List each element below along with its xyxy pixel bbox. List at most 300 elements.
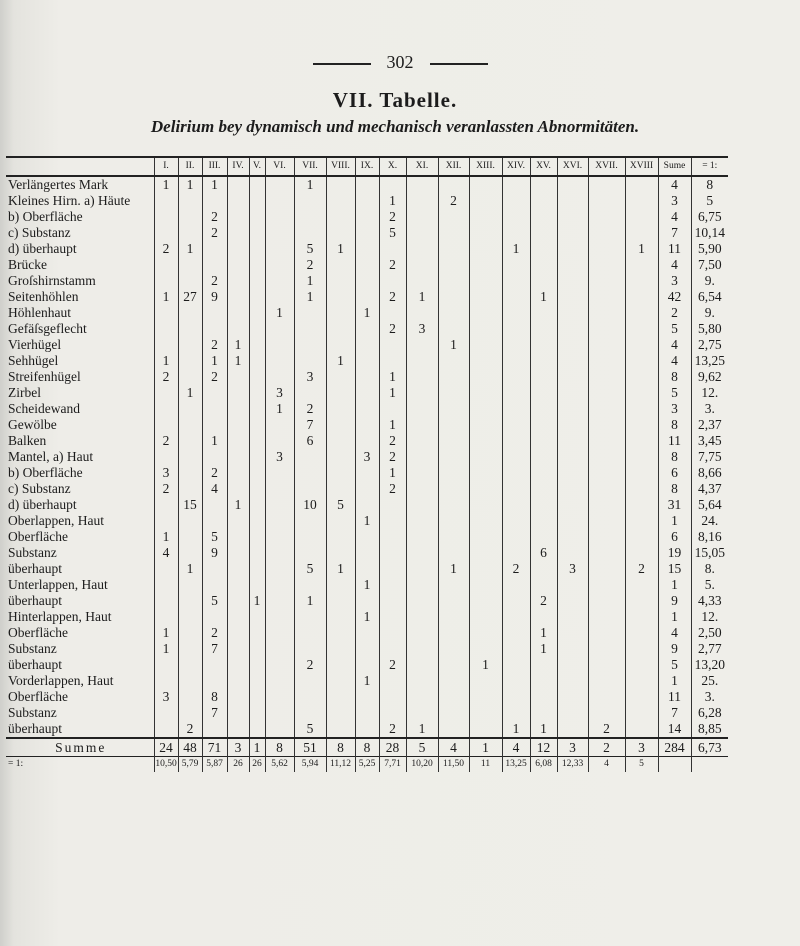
table-cell bbox=[355, 241, 379, 257]
table-cell bbox=[557, 465, 588, 481]
table-cell bbox=[178, 609, 202, 625]
table-cell bbox=[588, 609, 625, 625]
summe-cell: 48 bbox=[178, 738, 202, 757]
table-cell bbox=[438, 209, 469, 225]
table-cell bbox=[249, 689, 265, 705]
table-cell bbox=[530, 433, 557, 449]
table-cell bbox=[625, 721, 658, 738]
ratio-cell: 26 bbox=[227, 757, 249, 773]
table-cell: 2 bbox=[502, 561, 530, 577]
table-cell bbox=[249, 209, 265, 225]
column-header: Sume bbox=[658, 157, 691, 176]
table-cell: 7,75 bbox=[691, 449, 728, 465]
column-header: V. bbox=[249, 157, 265, 176]
table-cell bbox=[557, 401, 588, 417]
table-cell bbox=[588, 289, 625, 305]
row-label: Unterlappen, Haut bbox=[8, 577, 108, 592]
table-cell: 1 bbox=[154, 641, 178, 657]
table-cell bbox=[249, 673, 265, 689]
table-cell bbox=[265, 321, 294, 337]
table-cell bbox=[588, 433, 625, 449]
table-cell bbox=[530, 417, 557, 433]
table-cell bbox=[588, 449, 625, 465]
table-cell bbox=[265, 513, 294, 529]
table-cell: 1 bbox=[502, 241, 530, 257]
table-cell bbox=[625, 289, 658, 305]
table-cell bbox=[154, 385, 178, 401]
table-cell bbox=[154, 673, 178, 689]
table-cell bbox=[438, 673, 469, 689]
table-cell bbox=[557, 321, 588, 337]
table-cell bbox=[530, 513, 557, 529]
table-cell bbox=[326, 513, 355, 529]
table-cell: 1 bbox=[202, 176, 227, 193]
table-cell: 1 bbox=[178, 385, 202, 401]
row-label: c) Substanz bbox=[8, 481, 71, 496]
table-cell bbox=[249, 401, 265, 417]
table-cell bbox=[178, 577, 202, 593]
table-row bbox=[6, 401, 728, 417]
table-cell: 2 bbox=[379, 257, 406, 273]
table-cell bbox=[469, 401, 502, 417]
table-cell: 14 bbox=[658, 721, 691, 738]
table-cell: 2,37 bbox=[691, 417, 728, 433]
table-cell bbox=[227, 641, 249, 657]
table-cell bbox=[588, 641, 625, 657]
table-cell bbox=[530, 225, 557, 241]
table-cell: 1 bbox=[355, 513, 379, 529]
table-cell bbox=[625, 673, 658, 689]
table-cell bbox=[588, 593, 625, 609]
summe-row bbox=[6, 738, 728, 757]
table-cell bbox=[294, 193, 326, 209]
row-label: Oberlappen, Haut bbox=[8, 513, 104, 528]
table-cell: 4 bbox=[658, 257, 691, 273]
table-cell bbox=[294, 305, 326, 321]
table-cell bbox=[294, 625, 326, 641]
table-cell: 2 bbox=[658, 305, 691, 321]
table-cell bbox=[406, 449, 438, 465]
table-cell bbox=[249, 193, 265, 209]
table-cell bbox=[227, 176, 249, 193]
table-cell bbox=[502, 176, 530, 193]
table-cell bbox=[379, 353, 406, 369]
table-cell: 2 bbox=[379, 289, 406, 305]
ratio-cell: 10,50 bbox=[154, 757, 178, 773]
table-cell bbox=[625, 209, 658, 225]
table-cell bbox=[625, 433, 658, 449]
table-cell bbox=[294, 529, 326, 545]
table-cell bbox=[294, 705, 326, 721]
table-cell: 6 bbox=[658, 529, 691, 545]
row-label: Substanz bbox=[8, 641, 57, 656]
table-cell bbox=[326, 305, 355, 321]
table-cell bbox=[154, 449, 178, 465]
table-row bbox=[6, 529, 728, 545]
table-cell bbox=[438, 497, 469, 513]
table-cell bbox=[406, 561, 438, 577]
table-cell bbox=[438, 433, 469, 449]
row-label: Seitenhöhlen bbox=[8, 289, 79, 304]
table-cell: 1 bbox=[355, 609, 379, 625]
table-cell: 4 bbox=[202, 481, 227, 497]
table-cell: 4 bbox=[658, 337, 691, 353]
table-cell bbox=[502, 401, 530, 417]
table-row bbox=[6, 225, 728, 241]
ratio-cell: 5,79 bbox=[178, 757, 202, 773]
page-number-text: 302 bbox=[386, 52, 414, 72]
table-cell bbox=[557, 385, 588, 401]
table-cell bbox=[355, 209, 379, 225]
table-cell bbox=[355, 625, 379, 641]
table-cell bbox=[379, 529, 406, 545]
table-cell bbox=[588, 305, 625, 321]
table-cell bbox=[355, 289, 379, 305]
table-cell: 3,45 bbox=[691, 433, 728, 449]
column-header: XVII. bbox=[588, 157, 625, 176]
table-cell: 1 bbox=[406, 721, 438, 738]
table-cell bbox=[530, 273, 557, 289]
table-row bbox=[6, 305, 728, 321]
table-row bbox=[6, 433, 728, 449]
row-label: überhaupt bbox=[8, 721, 62, 736]
table-cell bbox=[265, 593, 294, 609]
table-cell bbox=[625, 369, 658, 385]
table-cell bbox=[406, 193, 438, 209]
table-cell bbox=[588, 241, 625, 257]
table-cell bbox=[625, 176, 658, 193]
table-cell bbox=[294, 209, 326, 225]
table-cell bbox=[588, 353, 625, 369]
table-cell bbox=[326, 577, 355, 593]
table-cell bbox=[406, 385, 438, 401]
table-cell: 3 bbox=[154, 465, 178, 481]
table-cell: 7 bbox=[202, 705, 227, 721]
table-cell bbox=[379, 577, 406, 593]
table-cell bbox=[557, 497, 588, 513]
table-cell bbox=[202, 513, 227, 529]
table-cell bbox=[265, 641, 294, 657]
column-header: XIV. bbox=[502, 157, 530, 176]
table-cell: 9 bbox=[202, 289, 227, 305]
table-cell bbox=[530, 481, 557, 497]
table-cell bbox=[588, 176, 625, 193]
table-row bbox=[6, 337, 728, 353]
table-cell: 1 bbox=[202, 433, 227, 449]
table-cell: 15 bbox=[178, 497, 202, 513]
table-cell bbox=[469, 369, 502, 385]
table-cell bbox=[249, 273, 265, 289]
table-cell bbox=[355, 353, 379, 369]
table-cell bbox=[625, 257, 658, 273]
table-cell: 24. bbox=[691, 513, 728, 529]
table-cell bbox=[502, 449, 530, 465]
table-cell: 15,05 bbox=[691, 545, 728, 561]
ratio-label: = 1: bbox=[6, 757, 154, 773]
table-cell bbox=[530, 305, 557, 321]
table-cell: 1 bbox=[326, 353, 355, 369]
table-cell: 27 bbox=[178, 289, 202, 305]
table-cell bbox=[326, 193, 355, 209]
table-cell: 4 bbox=[658, 353, 691, 369]
table-cell bbox=[406, 353, 438, 369]
table-cell bbox=[530, 609, 557, 625]
table-cell bbox=[406, 689, 438, 705]
table-cell bbox=[438, 689, 469, 705]
table-cell: 1 bbox=[265, 401, 294, 417]
table-cell bbox=[530, 465, 557, 481]
table-cell: 2 bbox=[294, 657, 326, 673]
table-cell: 8 bbox=[202, 689, 227, 705]
table-cell bbox=[178, 337, 202, 353]
ratio-cell: 10,20 bbox=[406, 757, 438, 773]
column-header: II. bbox=[178, 157, 202, 176]
table-cell bbox=[227, 625, 249, 641]
table-cell bbox=[355, 401, 379, 417]
table-cell: 1 bbox=[355, 577, 379, 593]
table-cell bbox=[227, 513, 249, 529]
table-cell bbox=[557, 193, 588, 209]
table-cell bbox=[530, 321, 557, 337]
table-cell: 6,28 bbox=[691, 705, 728, 721]
table-cell bbox=[154, 417, 178, 433]
table-cell bbox=[227, 289, 249, 305]
table-cell bbox=[154, 705, 178, 721]
table-cell bbox=[625, 273, 658, 289]
table-cell bbox=[469, 513, 502, 529]
table-cell bbox=[588, 273, 625, 289]
table-cell bbox=[588, 625, 625, 641]
table-cell bbox=[326, 337, 355, 353]
table-cell bbox=[502, 673, 530, 689]
table-cell bbox=[557, 529, 588, 545]
table-cell bbox=[154, 593, 178, 609]
table-cell bbox=[379, 337, 406, 353]
table-cell bbox=[294, 225, 326, 241]
table-cell: 5 bbox=[202, 529, 227, 545]
table-cell bbox=[355, 481, 379, 497]
table-cell bbox=[265, 545, 294, 561]
table-cell bbox=[588, 465, 625, 481]
table-cell bbox=[588, 385, 625, 401]
table-cell bbox=[265, 497, 294, 513]
table-cell: 1 bbox=[379, 465, 406, 481]
table-cell bbox=[249, 417, 265, 433]
table-cell: 6,75 bbox=[691, 209, 728, 225]
table-cell bbox=[355, 545, 379, 561]
table-row bbox=[6, 641, 728, 657]
summe-cell: 3 bbox=[625, 738, 658, 757]
table-cell bbox=[202, 401, 227, 417]
table-cell bbox=[502, 577, 530, 593]
table-cell bbox=[294, 609, 326, 625]
table-cell: 2 bbox=[379, 657, 406, 673]
table-cell: 2 bbox=[202, 225, 227, 241]
table-cell: 2 bbox=[154, 433, 178, 449]
table-cell: 2 bbox=[588, 721, 625, 738]
table-cell bbox=[588, 513, 625, 529]
ratio-cell: 7,71 bbox=[379, 757, 406, 773]
table-cell bbox=[625, 497, 658, 513]
summe-cell: 1 bbox=[469, 738, 502, 757]
table-cell bbox=[530, 673, 557, 689]
table-cell bbox=[294, 321, 326, 337]
table-cell: 2,50 bbox=[691, 625, 728, 641]
table-cell bbox=[469, 529, 502, 545]
table-row bbox=[6, 209, 728, 225]
column-header: IV. bbox=[227, 157, 249, 176]
table-cell bbox=[227, 673, 249, 689]
table-cell bbox=[355, 176, 379, 193]
row-label: Oberfläche bbox=[8, 529, 68, 544]
table-cell bbox=[530, 176, 557, 193]
table-cell bbox=[625, 193, 658, 209]
table-cell bbox=[625, 625, 658, 641]
table-cell bbox=[265, 561, 294, 577]
summe-cell: 2 bbox=[588, 738, 625, 757]
table-cell bbox=[178, 689, 202, 705]
summe-cell: 71 bbox=[202, 738, 227, 757]
table-cell bbox=[557, 641, 588, 657]
table-cell: 1 bbox=[178, 241, 202, 257]
table-cell bbox=[530, 257, 557, 273]
table-cell bbox=[265, 689, 294, 705]
table-cell bbox=[625, 417, 658, 433]
table-cell bbox=[355, 433, 379, 449]
page-number bbox=[0, 52, 800, 73]
row-label: überhaupt bbox=[8, 561, 62, 576]
row-label: Brücke bbox=[8, 257, 47, 272]
row-label: b) Oberfläche bbox=[8, 465, 83, 480]
table-cell bbox=[469, 497, 502, 513]
row-label: c) Substanz bbox=[8, 225, 71, 240]
table-cell bbox=[355, 497, 379, 513]
table-cell bbox=[625, 481, 658, 497]
table-cell bbox=[249, 449, 265, 465]
table-cell bbox=[438, 513, 469, 529]
column-header: X. bbox=[379, 157, 406, 176]
table-cell bbox=[154, 497, 178, 513]
table-cell bbox=[469, 609, 502, 625]
table-cell: 2 bbox=[202, 625, 227, 641]
table-cell bbox=[202, 657, 227, 673]
table-cell bbox=[355, 465, 379, 481]
table-cell bbox=[406, 225, 438, 241]
table-cell bbox=[557, 449, 588, 465]
table-cell bbox=[249, 609, 265, 625]
table-cell bbox=[502, 529, 530, 545]
table-cell bbox=[438, 481, 469, 497]
table-cell: 1 bbox=[530, 641, 557, 657]
table-cell: 2 bbox=[294, 257, 326, 273]
table-cell bbox=[227, 321, 249, 337]
column-header: III. bbox=[202, 157, 227, 176]
table-cell bbox=[406, 273, 438, 289]
table-cell: 1 bbox=[154, 625, 178, 641]
table-cell bbox=[588, 417, 625, 433]
table-cell bbox=[227, 417, 249, 433]
table-cell bbox=[469, 321, 502, 337]
table-cell bbox=[438, 401, 469, 417]
table-cell bbox=[249, 497, 265, 513]
table-cell bbox=[227, 577, 249, 593]
table-cell bbox=[178, 449, 202, 465]
table-cell bbox=[355, 529, 379, 545]
row-label: Streifenhügel bbox=[8, 369, 81, 384]
table-cell bbox=[588, 209, 625, 225]
table-cell: 8 bbox=[658, 369, 691, 385]
table-cell: 1 bbox=[658, 577, 691, 593]
table-cell: 1 bbox=[379, 417, 406, 433]
table-cell bbox=[588, 321, 625, 337]
row-label: Kleines Hirn. a) Häute bbox=[8, 193, 131, 208]
table-cell: 4 bbox=[154, 545, 178, 561]
table-cell: 5 bbox=[294, 561, 326, 577]
table-cell bbox=[326, 689, 355, 705]
table-cell bbox=[249, 353, 265, 369]
table-cell bbox=[249, 289, 265, 305]
table-cell: 1 bbox=[294, 273, 326, 289]
table-cell bbox=[406, 545, 438, 561]
table-cell: 5 bbox=[202, 593, 227, 609]
table-cell bbox=[379, 401, 406, 417]
table-cell bbox=[265, 289, 294, 305]
row-label: Verlängertes Mark bbox=[8, 177, 109, 192]
table-cell bbox=[326, 257, 355, 273]
table-cell bbox=[178, 465, 202, 481]
table-cell: 2 bbox=[379, 433, 406, 449]
table-cell: 9 bbox=[658, 593, 691, 609]
table-cell bbox=[154, 257, 178, 273]
table-row bbox=[6, 289, 728, 305]
table-cell bbox=[265, 225, 294, 241]
table-cell bbox=[355, 705, 379, 721]
table-cell bbox=[438, 321, 469, 337]
table-cell: 8 bbox=[658, 449, 691, 465]
table-cell bbox=[202, 321, 227, 337]
table-cell bbox=[406, 465, 438, 481]
table-cell bbox=[588, 657, 625, 673]
table-cell: 6 bbox=[658, 465, 691, 481]
table-cell bbox=[406, 417, 438, 433]
table-cell bbox=[469, 257, 502, 273]
table-cell bbox=[355, 321, 379, 337]
ratio-cell: 12,33 bbox=[557, 757, 588, 773]
table-cell bbox=[438, 625, 469, 641]
table-cell: 1 bbox=[227, 337, 249, 353]
table-cell bbox=[502, 433, 530, 449]
table-cell: 4 bbox=[658, 625, 691, 641]
table-cell bbox=[588, 529, 625, 545]
table-cell bbox=[469, 289, 502, 305]
table-cell bbox=[379, 625, 406, 641]
data-table bbox=[6, 156, 728, 772]
table-cell bbox=[178, 209, 202, 225]
row-label: Groſshirnstamm bbox=[8, 273, 96, 288]
table-cell bbox=[469, 433, 502, 449]
table-cell bbox=[154, 321, 178, 337]
summe-cell: 4 bbox=[502, 738, 530, 757]
table-cell bbox=[355, 385, 379, 401]
table-cell bbox=[227, 257, 249, 273]
table-row bbox=[6, 673, 728, 689]
table-cell: 3. bbox=[691, 689, 728, 705]
row-label: Vorderlappen, Haut bbox=[8, 673, 114, 688]
table-cell bbox=[355, 657, 379, 673]
table-cell bbox=[265, 529, 294, 545]
table-cell bbox=[588, 673, 625, 689]
table-cell bbox=[406, 593, 438, 609]
